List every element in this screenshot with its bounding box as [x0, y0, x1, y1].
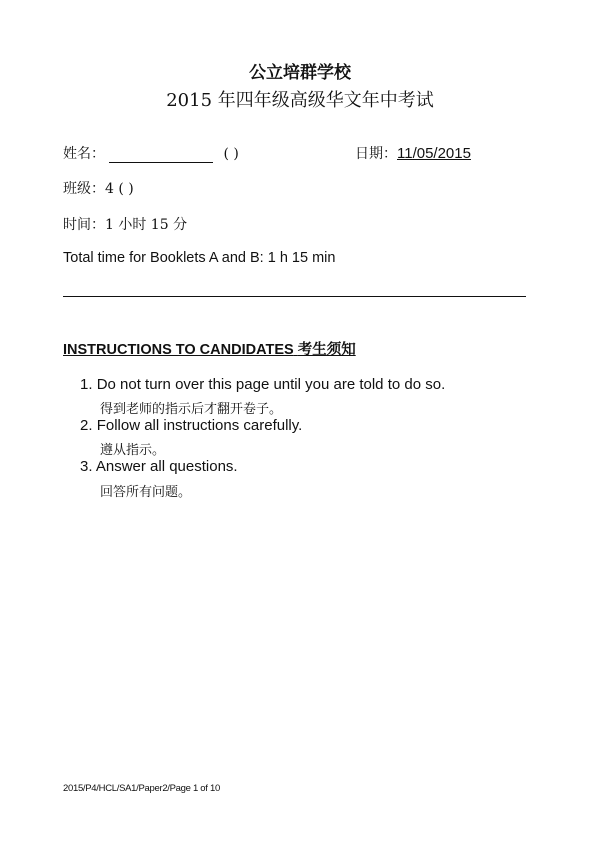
time-field-row — [63, 214, 187, 234]
instruction-item-1 — [80, 376, 445, 393]
instruction-number: 1. — [80, 376, 93, 393]
date-label: 日期： — [355, 146, 397, 162]
instructions-heading-zh: 考生须知 — [297, 341, 356, 358]
time-label: 时间： — [63, 217, 105, 233]
instruction-text-zh: 遵从指示。 — [100, 443, 166, 458]
name-field-row — [63, 143, 239, 163]
instruction-text-zh: 回答所有问题。 — [100, 485, 192, 500]
class-field-row — [63, 178, 134, 198]
class-value: 4 ( ) — [105, 181, 134, 197]
instruction-text-en: Do not turn over this page until you are told to do so. — [96, 376, 446, 393]
exam-title: 2015 年四年级高级华文年中考试 — [166, 90, 434, 111]
name-blank-line — [109, 147, 213, 163]
time-value: 1 小时 15 分 — [105, 217, 188, 233]
date-field-row — [355, 143, 471, 163]
class-label: 班级： — [63, 181, 105, 197]
instructions-heading — [63, 338, 356, 359]
name-label: 姓名： — [63, 146, 105, 162]
date-value: 11/05/2015 — [397, 145, 471, 162]
instruction-text-zh: 得到老师的指示后才翻开卷子。 — [100, 402, 283, 417]
instruction-text-en: Answer all questions. — [95, 458, 238, 475]
instruction-item-2 — [80, 417, 302, 434]
instruction-number: 3. — [80, 458, 93, 475]
instruction-text-en: Follow all instructions carefully. — [96, 417, 303, 434]
divider-line — [63, 296, 526, 297]
instruction-number: 2. — [80, 417, 93, 434]
page-footer-code: 2015/P4/HCL/SA1/Paper2/Page 1 of 10 — [63, 783, 220, 794]
total-time-text: Total time for Booklets A and B: 1 h 15 min — [63, 250, 336, 266]
instruction-item-3 — [80, 458, 238, 475]
instructions-heading-en: INSTRUCTIONS TO CANDIDATES — [63, 342, 294, 358]
school-name: 公立培群学校 — [249, 63, 351, 83]
name-brackets: ( ) — [223, 146, 239, 162]
